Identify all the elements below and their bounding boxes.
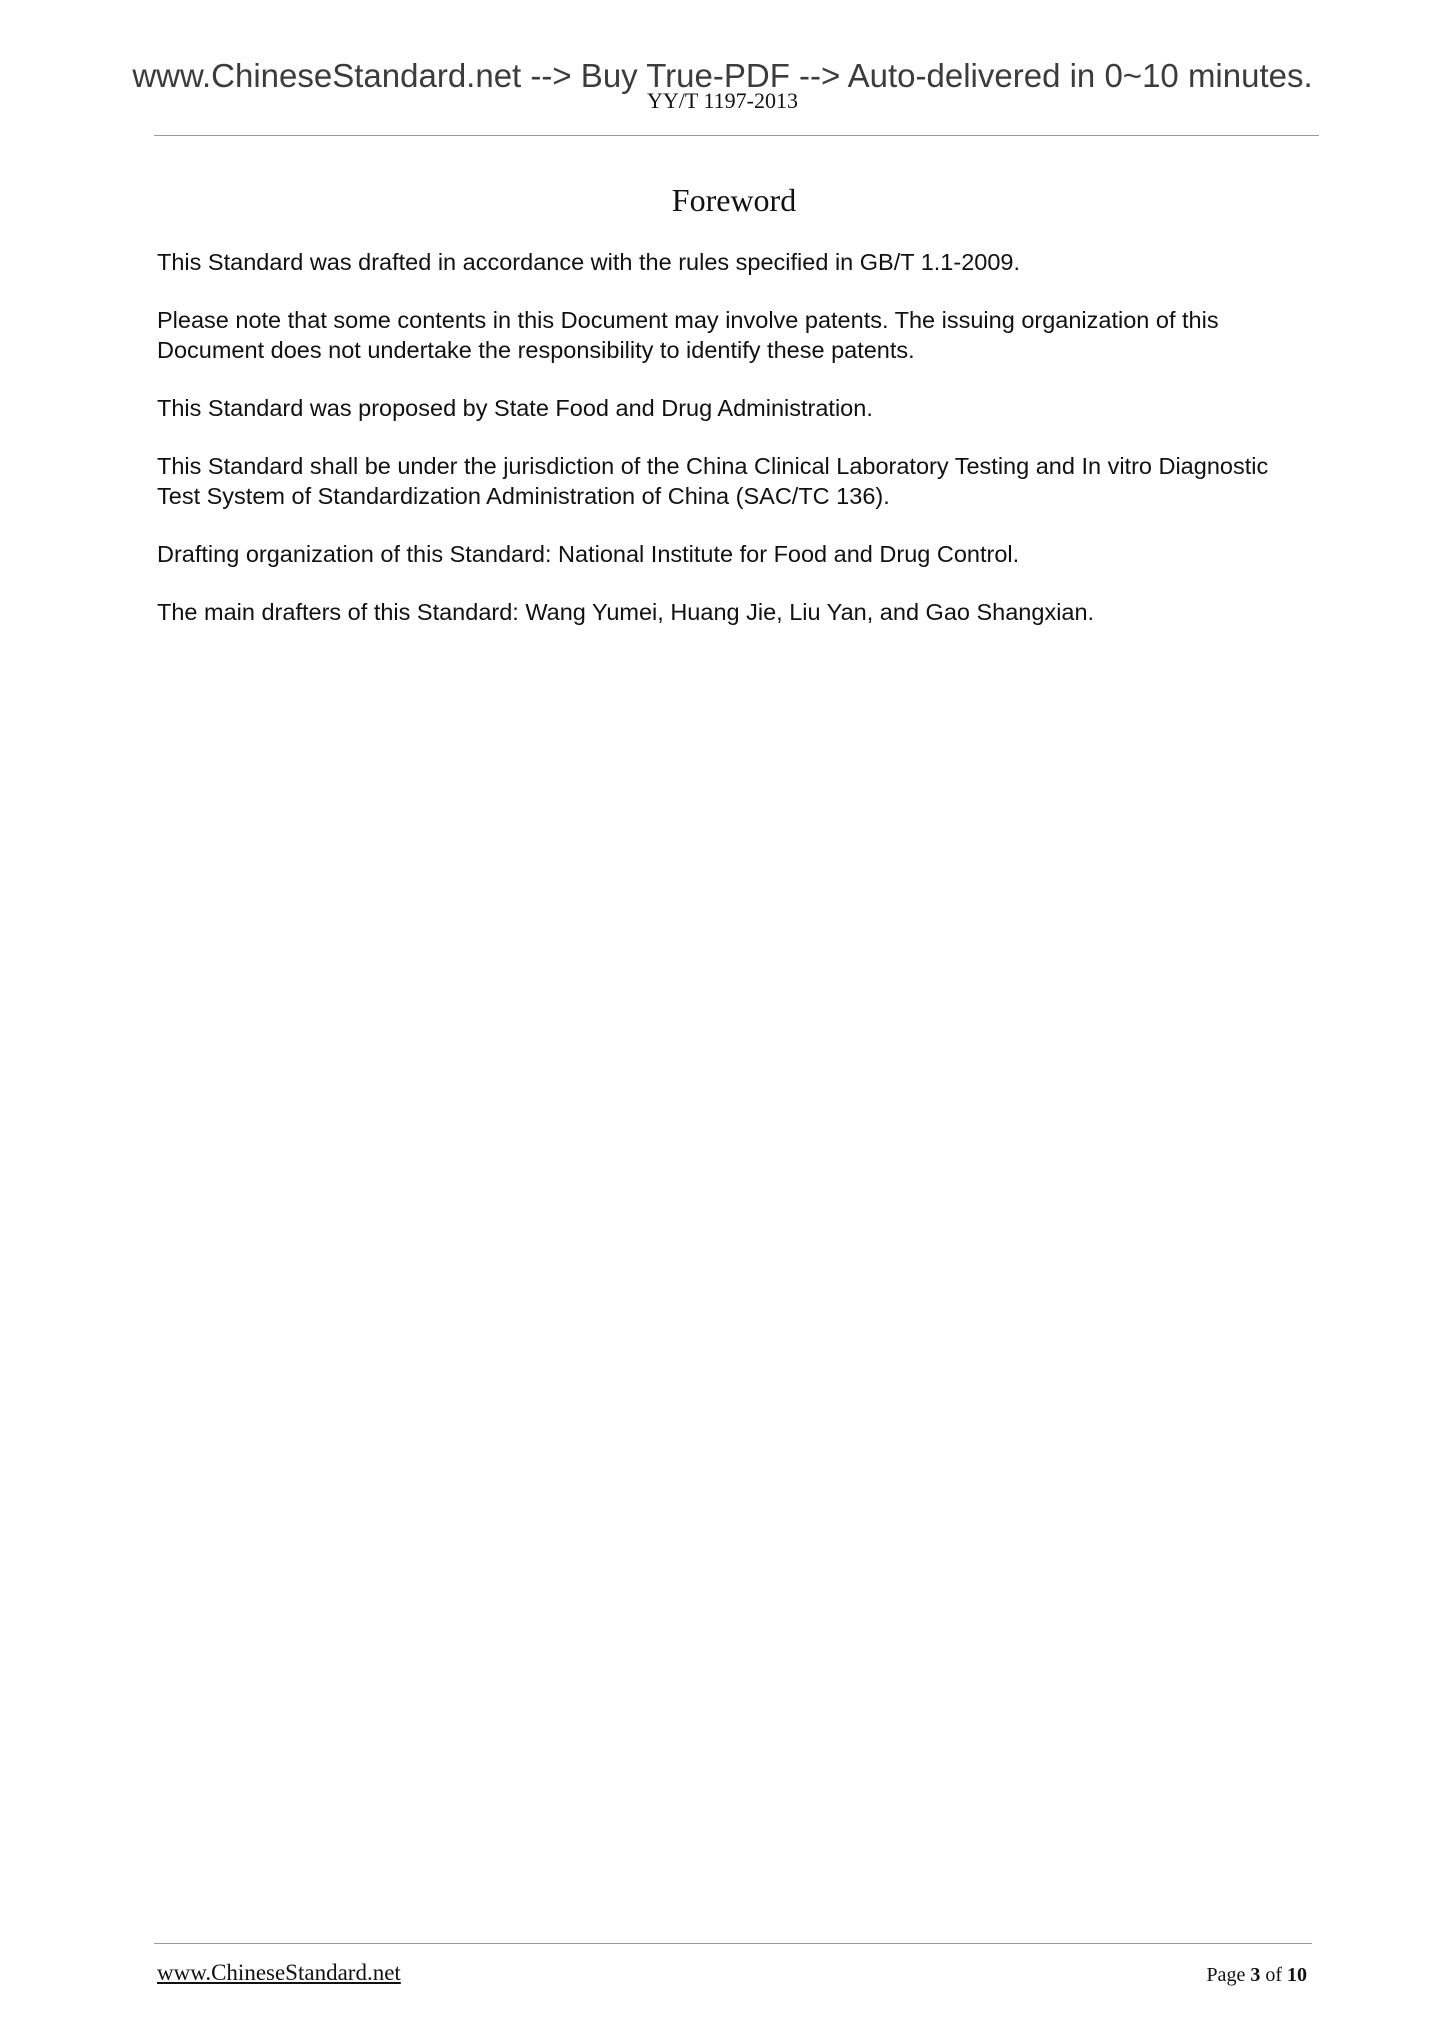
page-number bbox=[1206, 1962, 1307, 1988]
foreword-body bbox=[157, 247, 1317, 655]
page-total: 10 bbox=[1287, 1964, 1307, 1986]
paragraph-proposer: This Standard was proposed by State Food and Drug Administration. bbox=[157, 395, 873, 421]
paragraph-jurisdiction: This Standard shall be under the jurisdiction of the China Clinical Laboratory Testing and In vitro Diagnostic Test System of Standardization Administration of China (SAC/TC 136). bbox=[157, 453, 1269, 509]
paragraph-drafting-organization: Drafting organization of this Standard: National Institute for Food and Drug Control. bbox=[157, 541, 1020, 567]
page-of: of bbox=[1265, 1964, 1282, 1986]
page-title: Foreword bbox=[671, 182, 797, 218]
page-current: 3 bbox=[1250, 1964, 1261, 1986]
header-divider bbox=[154, 135, 1319, 136]
standard-code: YY/T 1197-2013 bbox=[647, 88, 798, 113]
paragraph-drafting-rules: This Standard was drafted in accordance with the rules specified in GB/T 1.1-2009. bbox=[157, 249, 1021, 275]
paragraph-patents-notice: Please note that some contents in this Document may involve patents. The issuing organization of this Document does not undertake the responsibility to identify these patents. bbox=[157, 307, 1219, 363]
footer-divider bbox=[154, 1943, 1312, 1944]
footer-site-link[interactable]: www.ChineseStandard.net bbox=[157, 1960, 401, 1985]
paragraph-drafters: The main drafters of this Standard: Wang Yumei, Huang Jie, Liu Yan, and Gao Shangxian. bbox=[157, 599, 1095, 625]
page-prefix: Page bbox=[1206, 1964, 1246, 1986]
site-banner[interactable]: www.ChineseStandard.net --> Buy True-PDF --> Auto-delivered in 0~10 minutes. bbox=[132, 57, 1313, 94]
